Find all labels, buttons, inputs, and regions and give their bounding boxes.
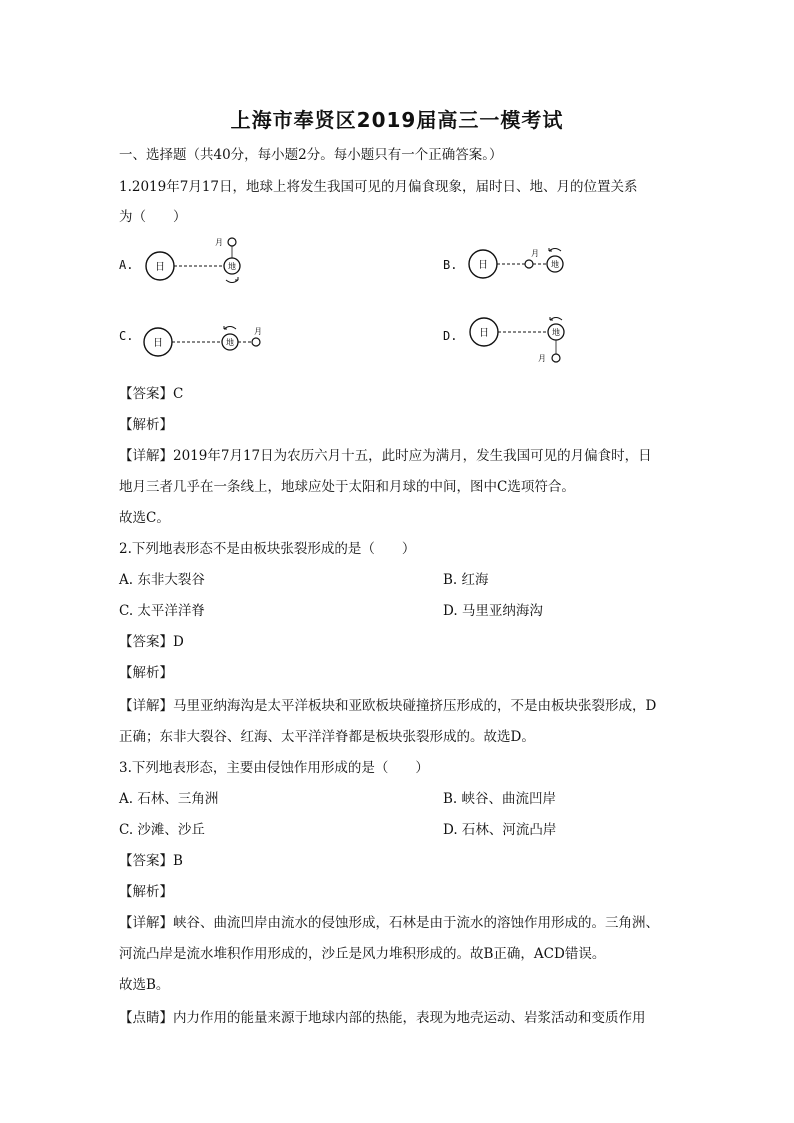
q1-option-a-label: A. xyxy=(119,258,134,272)
q3-analysis: 【解析】 xyxy=(119,884,173,900)
q3-stem: 3.下列地表形态，主要由侵蚀作用形成的是（ ） xyxy=(119,760,429,776)
moon-label: 月 xyxy=(215,238,223,247)
q1-option-d-diagram xyxy=(466,310,586,370)
q2-option-d: D. 马里亚纳海沟 xyxy=(443,603,543,619)
q1-option-d-label: D. xyxy=(443,329,458,343)
sun-label: 日 xyxy=(155,262,165,273)
sun-label: 日 xyxy=(478,260,488,271)
q1-stem-line1: 1.2019年7月17日，地球上将发生我国可见的月偏食现象，届时日、地、月的位置关系 xyxy=(119,179,638,195)
earth-label: 地 xyxy=(226,338,234,347)
q1-detail-line2: 地月三者几乎在一条线上，地球应处于太阳和月球的中间，图中C选项符合。 xyxy=(119,479,575,495)
moon-label: 月 xyxy=(531,249,539,258)
q3-conclusion: 故选B。 xyxy=(119,977,170,993)
q2-option-c: C. 太平洋洋脊 xyxy=(119,603,205,619)
q1-conclusion: 故选C。 xyxy=(119,510,170,526)
q3-detail-line2: 河流凸岸是流水堆积作用形成的，沙丘是风力堆积形成的。故B正确，ACD错误。 xyxy=(119,946,606,962)
q3-option-c: C. 沙滩、沙丘 xyxy=(119,822,205,838)
q2-detail-line1: 【详解】马里亚纳海沟是太平洋板块和亚欧板块碰撞挤压形成的，不是由板块张裂形成，D xyxy=(119,698,657,714)
q3-note: 【点睛】内力作用的能量来源于地球内部的热能，表现为地壳运动、岩浆活动和变质作用 xyxy=(119,1010,646,1026)
moon-icon xyxy=(525,260,533,268)
q3-option-b: B. 峡谷、曲流凹岸 xyxy=(443,791,557,807)
q1-option-c-diagram xyxy=(142,316,272,366)
earth-label: 地 xyxy=(228,262,236,271)
earth-label: 地 xyxy=(551,260,559,269)
q2-option-a: A. 东非大裂谷 xyxy=(119,572,205,588)
q3-answer: 【答案】B xyxy=(119,853,183,869)
q1-option-b-diagram xyxy=(465,236,585,286)
earth-label: 地 xyxy=(552,328,560,337)
q1-answer: 【答案】C xyxy=(119,386,184,402)
moon-icon xyxy=(252,338,260,346)
q2-answer: 【答案】D xyxy=(119,634,184,650)
arrowhead-icon xyxy=(235,277,238,280)
moon-icon xyxy=(552,354,560,362)
q3-option-a: A. 石林、三角洲 xyxy=(119,791,219,807)
section-heading: 一、选择题（共40分，每小题2分。每小题只有一个正确答案。） xyxy=(119,147,503,163)
moon-icon xyxy=(228,238,236,246)
q1-stem-line2: 为（ ） xyxy=(119,209,187,225)
q3-detail-line1: 【详解】峡谷、曲流凹岸由流水的侵蚀形成，石林是由于流水的溶蚀作用形成的。三角洲、 xyxy=(119,915,659,931)
sun-label: 日 xyxy=(479,328,489,339)
sun-label: 日 xyxy=(153,338,163,349)
q2-detail-line2: 正确；东非大裂谷、红海、太平洋洋脊都是板块张裂形成的。故选D。 xyxy=(119,729,535,745)
q1-option-c-label: C. xyxy=(119,329,134,343)
q1-option-a-diagram xyxy=(140,228,260,288)
q2-option-b: B. 红海 xyxy=(443,572,489,588)
q2-analysis: 【解析】 xyxy=(119,665,173,681)
page-title: 上海市奉贤区2019届高三一模考试 xyxy=(230,108,564,132)
moon-label: 月 xyxy=(254,327,262,336)
q3-option-d: D. 石林、河流凸岸 xyxy=(443,822,557,838)
moon-label: 月 xyxy=(538,354,546,363)
q1-analysis: 【解析】 xyxy=(119,417,173,433)
q2-stem: 2.下列地表形态不是由板块张裂形成的是（ ） xyxy=(119,541,416,557)
q1-detail-line1: 【详解】2019年7月17日为农历六月十五，此时应为满月，发生我国可见的月偏食时，日 xyxy=(119,448,652,464)
q1-option-b-label: B. xyxy=(443,258,458,272)
